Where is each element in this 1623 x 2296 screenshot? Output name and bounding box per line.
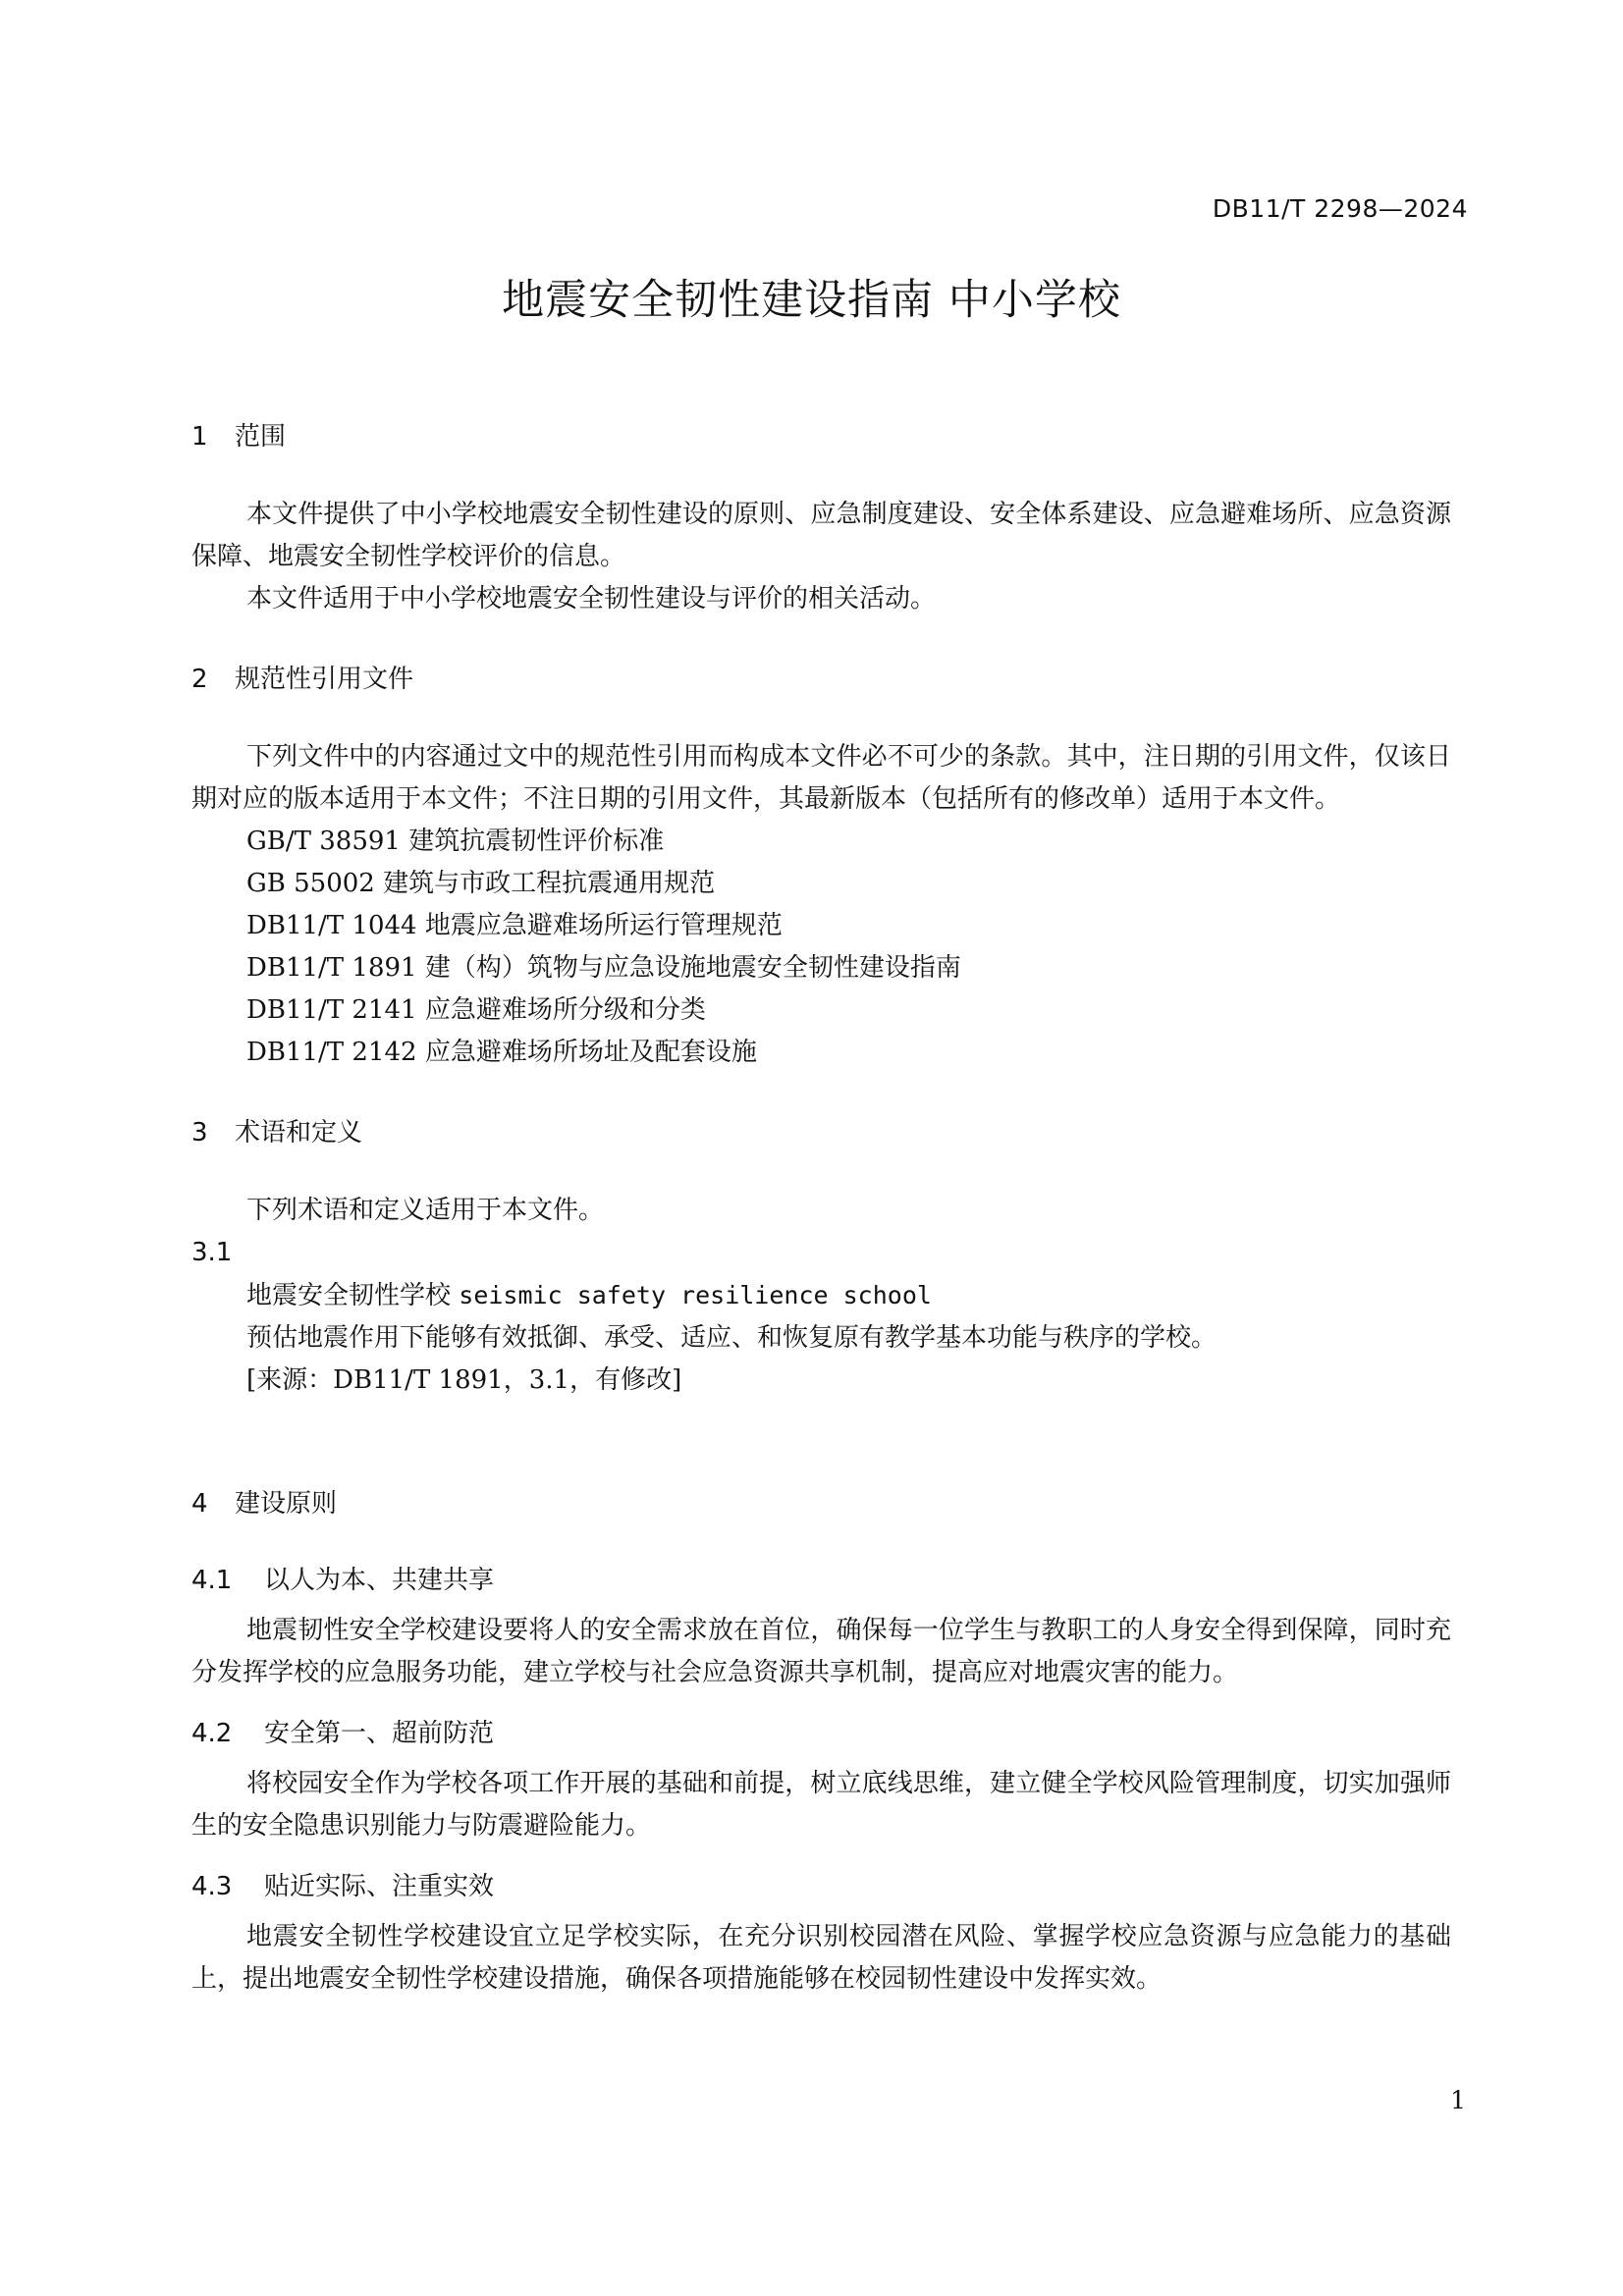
document-body [191, 417, 1451, 2001]
section-title: 建设原则 [235, 1489, 338, 1519]
section-number: 4 [191, 1489, 208, 1519]
section-heading-principles [191, 1484, 1451, 1523]
paragraph: 本文件提供了中小学校地震安全韧性建设的原则、应急制度建设、安全体系建设、应急避难场所、应急资源保障、地震安全韧性学校评价的信息。 [191, 500, 1451, 571]
paragraph: 下列术语和定义适用于本文件。 [246, 1196, 605, 1225]
subsection-title: 贴近实际、注重实效 [264, 1872, 495, 1901]
section-title: 范围 [235, 422, 287, 452]
paragraph: 将校园安全作为学校各项工作开展的基础和前提，树立底线思维，建立健全学校风险管理制度，切实加强师生的安全隐患识别能力与防震避险能力。 [191, 1769, 1451, 1841]
subsection-title: 安全第一、超前防范 [264, 1719, 495, 1748]
section-number: 1 [191, 422, 208, 452]
subsection-heading [191, 1714, 1451, 1753]
section-heading-terms [191, 1113, 1451, 1152]
paragraph: 地震韧性安全学校建设要将人的安全需求放在首位，确保每一位学生与教职工的人身安全得到保障，同时充分发挥学校的应急服务功能，建立学校与社会应急资源共享机制，提高应对地震灾害的能力。 [191, 1616, 1451, 1687]
section-heading-normative-references [191, 660, 1451, 699]
paragraph: 地震安全韧性学校建设宜立足学校实际，在充分识别校园潜在风险、掌握学校应急资源与应急能力的基础上，提出地震安全韧性学校建设措施，确保各项措施能够在校园韧性建设中发挥实效。 [191, 1922, 1451, 1994]
term-chinese: 地震安全韧性学校 [246, 1281, 452, 1310]
paragraph: 下列文件中的内容通过文中的规范性引用而构成本文件必不可少的条款。其中，注日期的引用文件，仅该日期对应的版本适用于本文件；不注日期的引用文件，其最新版本（包括所有的修改单）适用于本文件。 [191, 742, 1451, 814]
document-code: DB11/T 2298—2024 [1212, 194, 1468, 223]
reference-item: GB 55002 建筑与市政工程抗震通用规范 [246, 869, 716, 898]
subsection-number: 4.1 [191, 1566, 233, 1595]
term-heading [191, 1274, 1451, 1317]
term-number: 3.1 [191, 1238, 233, 1267]
subsection-heading [191, 1561, 1451, 1600]
section-number: 3 [191, 1118, 208, 1148]
reference-item: DB11/T 2142 应急避难场所场址及配套设施 [246, 1038, 757, 1067]
term-source: [来源：DB11/T 1891，3.1，有修改] [246, 1365, 682, 1395]
paragraph: 本文件适用于中小学校地震安全韧性建设与评价的相关活动。 [246, 584, 937, 614]
reference-item: DB11/T 1044 地震应急避难场所运行管理规范 [246, 911, 783, 940]
reference-item: GB/T 38591 建筑抗震韧性评价标准 [246, 827, 665, 856]
reference-item: DB11/T 1891 建（构）筑物与应急设施地震安全韧性建设指南 [246, 953, 961, 983]
section-heading-scope [191, 417, 1451, 456]
document-title: 地震安全韧性建设指南 中小学校 [502, 276, 1121, 325]
section-title: 术语和定义 [235, 1118, 363, 1148]
section-number: 2 [191, 665, 208, 694]
term-definition: 预估地震作用下能够有效抵御、承受、适应、和恢复原有教学基本功能与秩序的学校。 [246, 1323, 1217, 1353]
page-number: 1 [1450, 2086, 1466, 2114]
reference-item: DB11/T 2141 应急避难场所分级和分类 [246, 995, 706, 1025]
subsection-number: 4.2 [191, 1719, 233, 1748]
term-english: seismic safety resilience school [459, 1281, 932, 1309]
subsection-number: 4.3 [191, 1872, 233, 1901]
subsection-heading [191, 1867, 1451, 1906]
subsection-title: 以人为本、共建共享 [264, 1566, 495, 1595]
section-title: 规范性引用文件 [235, 665, 414, 694]
